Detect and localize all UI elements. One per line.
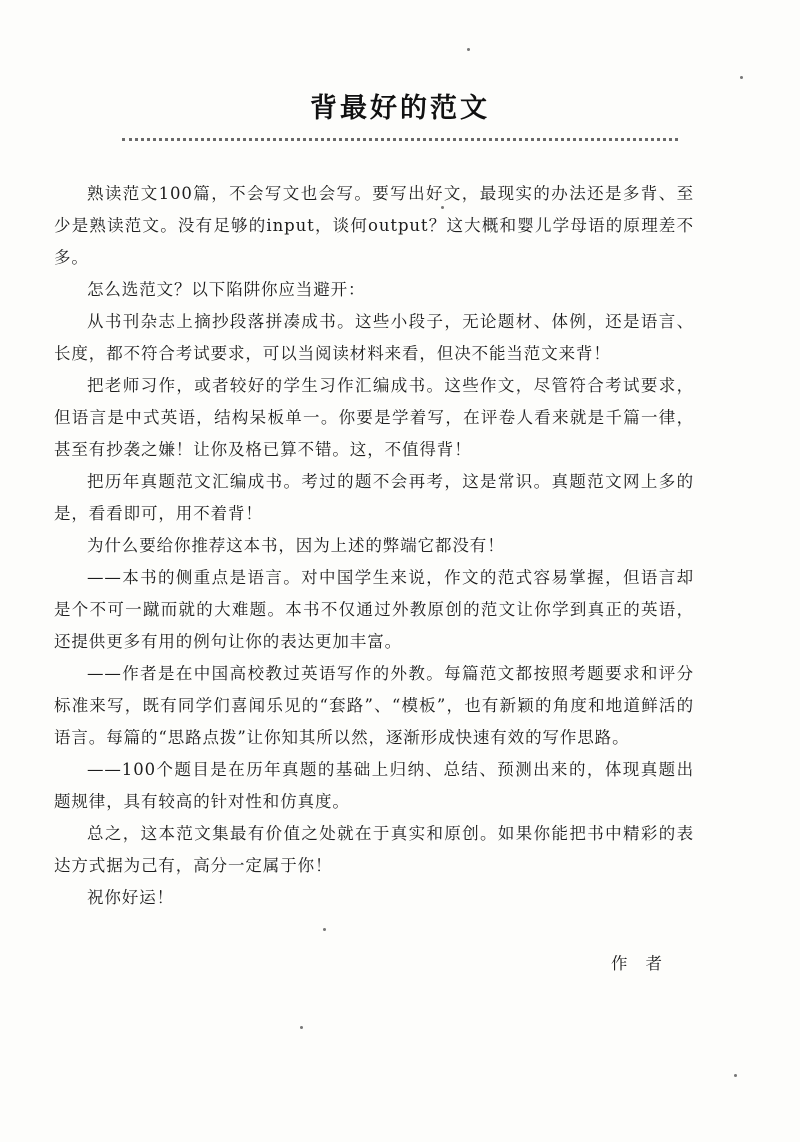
scan-speck: [734, 1074, 737, 1077]
paragraph: 总之，这本范文集最有价值之处就在于真实和原创。如果你能把书中精彩的表达方式据为己有，高分一定属于你！: [54, 824, 694, 875]
paragraph: 把老师习作，或者较好的学生习作汇编成书。这些作文，尽管符合考试要求，但语言是中式英语，结构呆板单一。你要是学着写，在评卷人看来就是千篇一律，甚至有抄袭之嫌！让你及格已算不错。这，不值得背！: [54, 376, 694, 459]
paragraph: 祝你好运！: [87, 888, 174, 907]
paragraph: 从书刊杂志上摘抄段落拼凑成书。这些小段子，无论题材、体例，还是语言、长度，都不符合考试要求，可以当阅读材料来看，但决不能当范文来背！: [54, 312, 694, 363]
paragraph: ——100个题目是在历年真题的基础上归纳、总结、预测出来的，体现真题出题规律，具有较高的针对性和仿真度。: [54, 760, 694, 811]
author-signature: 作者: [611, 954, 680, 973]
scan-speck: [467, 48, 470, 51]
paragraph: 为什么要给你推荐这本书，因为上述的弊端它都没有！: [87, 536, 505, 555]
paragraph: 把历年真题范文汇编成书。考过的题不会再考，这是常识。真题范文网上多的是，看看即可，用不着背！: [54, 472, 694, 523]
scan-speck: [323, 928, 326, 931]
scan-speck: [300, 1026, 303, 1029]
dotted-divider: [122, 138, 678, 141]
paragraph: ——作者是在中国高校教过英语写作的外教。每篇范文都按照考题要求和评分标准来写，既有同学们喜闻乐见的“套路”、“模板”，也有新颖的角度和地道鲜活的语言。每篇的“思路点拨”让你知其所以然，逐渐形成快速有效的写作思路。: [54, 664, 694, 747]
paragraph: 怎么选范文？以下陷阱你应当避开：: [87, 280, 366, 299]
body-text: [54, 178, 694, 914]
page-title: 背最好的范文: [310, 93, 490, 124]
scan-speck: [740, 76, 743, 79]
scan-speck: [441, 206, 444, 209]
paragraph: ——本书的侧重点是语言。对中国学生来说，作文的范式容易掌握，但语言却是个不可一蹴而就的大难题。本书不仅通过外教原创的范文让你学到真正的英语，还提供更多有用的例句让你的表达更加丰富。: [54, 568, 694, 651]
paragraph: 熟读范文100篇，不会写文也会写。要写出好文，最现实的办法还是多背、至少是熟读范文。没有足够的input，谈何output？这大概和婴儿学母语的原理差不多。: [54, 184, 694, 267]
